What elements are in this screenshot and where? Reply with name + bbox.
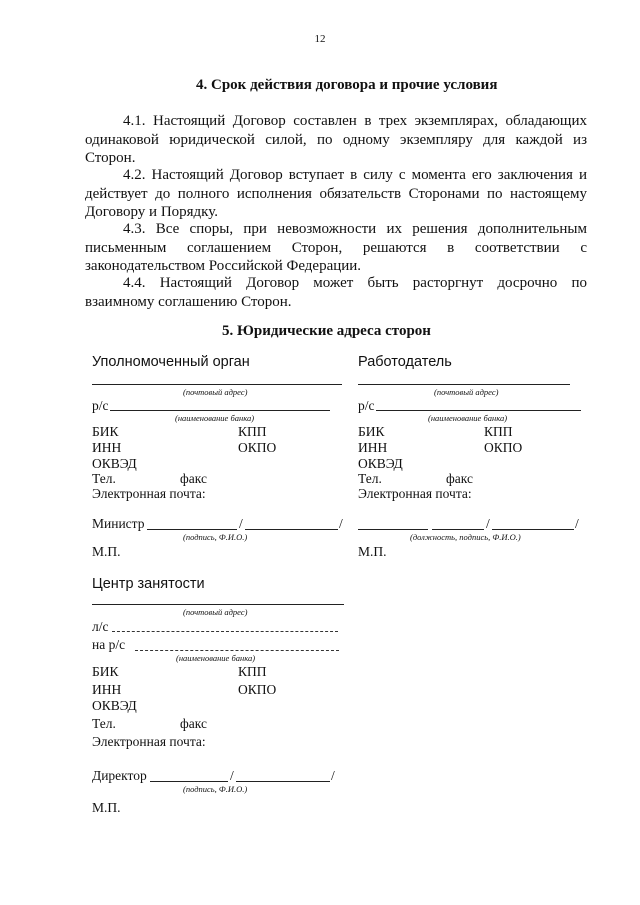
authority-okved: ОКВЭД <box>92 456 137 471</box>
section-5-heading: 5. Юридические адреса сторон <box>222 323 431 339</box>
authority-bank-hint: (наименование банка) <box>175 413 255 423</box>
employer-slash-1: / <box>486 516 490 531</box>
center-bik: БИК <box>92 664 119 679</box>
employer-bank-hint: (наименование банка) <box>428 413 508 423</box>
center-email: Электронная почта: <box>92 734 206 749</box>
employer-okpo: ОКПО <box>484 440 523 455</box>
center-inn: ИНН <box>92 682 122 697</box>
center-slash-1: / <box>230 768 234 783</box>
center-signature-line[interactable] <box>150 781 228 782</box>
authority-fax: факс <box>180 471 207 486</box>
center-account-line[interactable] <box>135 650 339 651</box>
employer-stamp: М.П. <box>358 544 387 559</box>
employer-postal-line[interactable] <box>358 384 570 385</box>
center-signature-hint: (подпись, Ф.И.О.) <box>183 784 248 794</box>
center-fax: факс <box>180 716 207 731</box>
employer-postal-hint: (почтовый адрес) <box>434 387 499 397</box>
employer-name-line[interactable] <box>492 529 574 530</box>
employer-position-line[interactable] <box>358 529 428 530</box>
employer-slash-2: / <box>575 516 579 531</box>
authority-signature-hint: (подпись, Ф.И.О.) <box>183 532 248 542</box>
center-account-label: на р/с <box>92 637 126 652</box>
employer-okved: ОКВЭД <box>358 456 403 471</box>
center-personal-account-label: л/с <box>92 619 109 634</box>
authority-slash-1: / <box>239 516 243 531</box>
authority-tel: Тел. <box>92 471 116 486</box>
paragraph-4-4: 4.4. Настоящий Договор может быть расторгнут досрочно по взаимному соглашению Сторон. <box>85 275 587 310</box>
center-kpp: КПП <box>238 664 267 679</box>
paragraph-4-2: 4.2. Настоящий Договор вступает в силу с момента его заключения и действует до полного исполнения обязательств Сторонами по настоящему Договору и Порядку. <box>85 167 587 220</box>
center-postal-line[interactable] <box>92 604 344 605</box>
authority-name-line[interactable] <box>245 529 338 530</box>
authority-inn: ИНН <box>92 440 122 455</box>
center-bank-hint: (наименование банка) <box>176 653 256 663</box>
employer-kpp: КПП <box>484 424 513 439</box>
employer-signature-line[interactable] <box>432 529 484 530</box>
employer-account-label: р/с <box>358 398 375 413</box>
authority-kpp: КПП <box>238 424 267 439</box>
authority-account-line[interactable] <box>110 410 330 411</box>
center-okved: ОКВЭД <box>92 698 137 713</box>
center-slash-2: / <box>331 768 335 783</box>
authority-postal-line[interactable] <box>92 384 342 385</box>
paragraph-4-1: 4.1. Настоящий Договор составлен в трех экземплярах, обладающих одинаковой юридической силой, по одному экземпляру для каждой из Сторон. <box>85 113 587 166</box>
employer-title: Работодатель <box>358 354 452 370</box>
authority-bik: БИК <box>92 424 119 439</box>
paragraph-4-3: 4.3. Все споры, при невозможности их решения дополнительным письменным соглашением Сторон, решаются в соответствии с законодательством Российской Федерации. <box>85 221 587 274</box>
authority-slash-2: / <box>339 516 343 531</box>
center-tel: Тел. <box>92 716 116 731</box>
center-personal-account-line[interactable] <box>112 631 338 632</box>
center-name-line[interactable] <box>236 781 330 782</box>
authority-signature-line[interactable] <box>147 529 237 530</box>
center-okpo: ОКПО <box>238 682 277 697</box>
authority-signer-label: Министр <box>92 516 145 531</box>
page-number: 12 <box>314 33 326 45</box>
authority-okpo: ОКПО <box>238 440 277 455</box>
employer-bik: БИК <box>358 424 385 439</box>
center-stamp: М.П. <box>92 800 121 815</box>
authority-account-label: р/с <box>92 398 109 413</box>
authority-stamp: М.П. <box>92 544 121 559</box>
authority-title: Уполномоченный орган <box>92 354 250 370</box>
employer-email: Электронная почта: <box>358 486 472 501</box>
center-signer-label: Директор <box>92 768 147 783</box>
employer-tel: Тел. <box>358 471 382 486</box>
center-postal-hint: (почтовый адрес) <box>183 607 248 617</box>
authority-email: Электронная почта: <box>92 486 206 501</box>
employer-account-line[interactable] <box>376 410 581 411</box>
section-4-heading: 4. Срок действия договора и прочие условия <box>196 77 498 93</box>
employer-inn: ИНН <box>358 440 388 455</box>
employer-fax: факс <box>446 471 473 486</box>
employer-signature-hint: (должность, подпись, Ф.И.О.) <box>410 532 521 542</box>
authority-postal-hint: (почтовый адрес) <box>183 387 248 397</box>
center-title: Центр занятости <box>92 576 205 592</box>
